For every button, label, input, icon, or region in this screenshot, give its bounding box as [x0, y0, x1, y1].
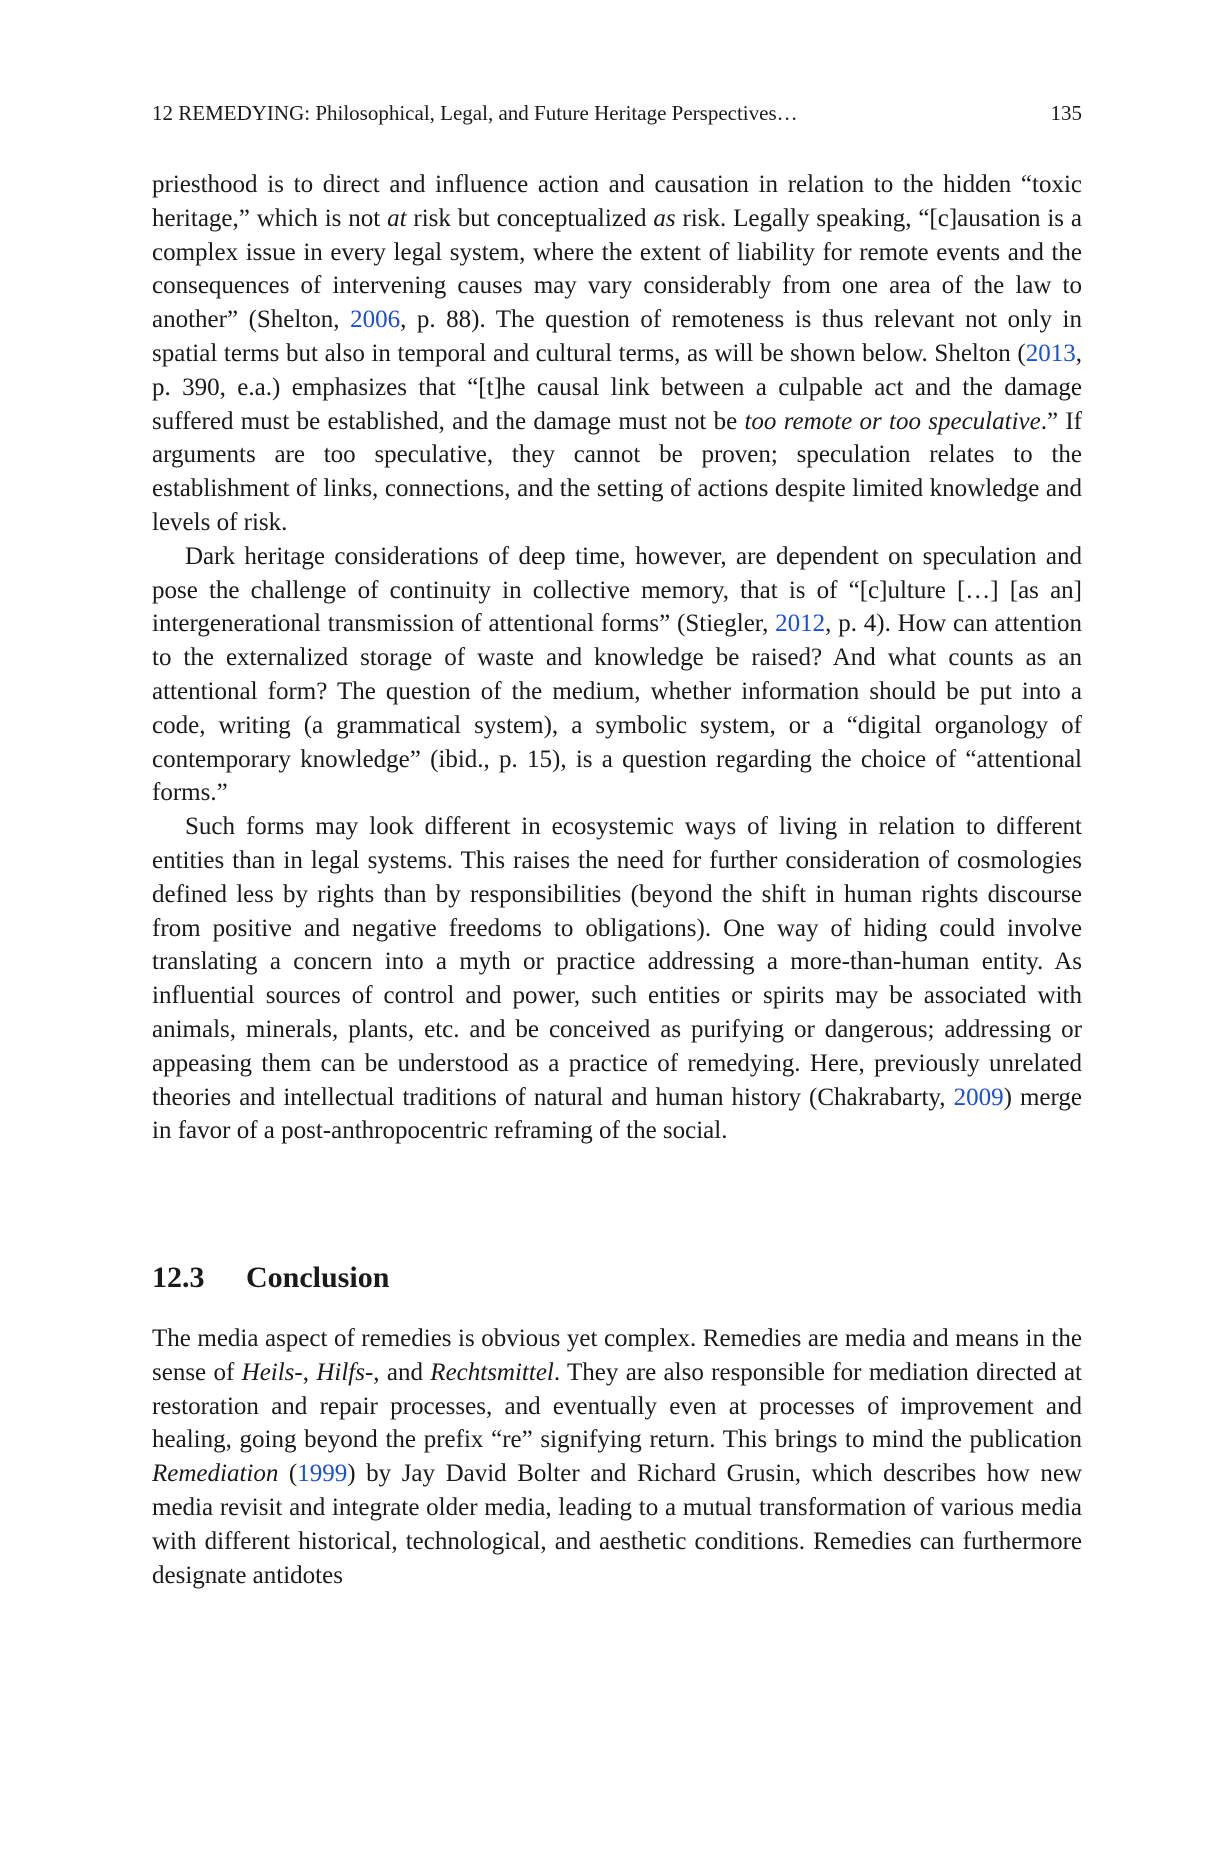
text-run: risk but conceptualized: [406, 204, 654, 232]
emphasis-text: Hilfs-: [316, 1358, 374, 1386]
text-run: priesthood is to direct and influence action and causation in relation to the hidden “toxic heritage,” which is not: [152, 171, 1082, 232]
paragraph-3: [152, 810, 1082, 1148]
emphasis-text: Rechtsmittel: [430, 1358, 554, 1386]
text-run: risk. Legally speaking, “[c]ausation is a complex issue in every legal system, where the extent of liability for remote events and the consequences of intervening causes may vary considerably from one area of the law to another” (Shelton,: [152, 204, 1082, 334]
text-run: Dark heritage considerations of deep time, however, are dependent on speculation and pose the challenge of continuity in collective memory, that is of “[c]ulture […] [as an] intergenerational transmission of attentional forms” (Stiegler,: [152, 542, 1082, 638]
emphasis-text: at: [387, 204, 407, 232]
text-run: .” If arguments are too speculative, they cannot be proven; speculation relates to the establishment of links, connections, and the setting of actions despite limited knowledge and levels of risk.: [152, 407, 1083, 536]
emphasis-text: as: [653, 204, 676, 232]
paragraph-1: [152, 168, 1082, 540]
paragraph-2: [152, 540, 1082, 810]
running-head-title: 12 REMEDYING: Philosophical, Legal, and Future Heritage Perspectives…: [152, 101, 798, 125]
text-run: , p. 390, e.a.) emphasizes that “[t]he causal link between a culpable act and the damage suffered must be established, and the damage must not be: [152, 339, 1082, 435]
page-number: 135: [1050, 101, 1082, 125]
text-run: Such forms may look different in ecosystemic ways of living in relation to different entities than in legal systems. This raises the need for further consideration of cosmologies defined less by rights than by responsibilities (beyond the shift in human rights discourse from positive and negative freedoms to obligations). One way of hiding could involve translating a concern into a myth or practice addressing a more-than-human entity. As influential sources of control and power, such entities or spirits may be associated with animals, minerals, plants, etc. and be conceived as purifying or dangerous; addressing or appeasing them can be understood as a practice of remedying. Here, previously unrelated theories and intellectual traditions of natural and human history (Chakrabarty,: [152, 813, 1082, 1111]
citation-link-shelton-2013[interactable]: 2013: [1025, 339, 1076, 367]
text-run: , and: [373, 1358, 431, 1386]
running-head: [152, 98, 1082, 128]
body-text-upper: [152, 168, 1082, 1148]
citation-link-bolter-1999[interactable]: 1999: [297, 1460, 348, 1488]
citation-link-shelton-2006[interactable]: 2006: [350, 306, 401, 334]
text-run: . They are also responsible for mediation directed at restoration and repair processes, and eventually even at processes of improvement and healing, going beyond the prefix “re” signifying return. This brings to mind the publication: [152, 1358, 1082, 1454]
emphasis-text: Heils-: [241, 1358, 303, 1386]
emphasis-text: too remote or too speculative: [744, 407, 1041, 435]
text-run: ) merge in favor of a post-anthropocentric reframing of the social.: [152, 1083, 1083, 1145]
text-run: , p. 4). How can attention to the externalized storage of waste and knowledge be raised? And what counts as an attentional form? The question of the medium, whether information should be put into a code, writing (a grammatical system), a symbolic system, or a “digital organology of contemporary knowledge” (ibid., p. 15), is a question regarding the choice of “attentional forms.”: [152, 610, 1082, 807]
emphasis-text: Remediation: [152, 1460, 279, 1488]
citation-link-stiegler-2012[interactable]: 2012: [775, 610, 826, 638]
section-title: Conclusion: [246, 1261, 390, 1294]
text-run: ) by Jay David Bolter and Richard Grusin, which describes how new media revisit and integrate older media, leading to a mutual transformation of various media with different historical, technological, and aesthetic conditions. Remedies can furthermore designate antidotes: [152, 1460, 1083, 1589]
text-run: , p. 88). The question of remoteness is thus relevant not only in spatial terms but also in temporal and cultural terms, as will be shown below. Shelton (: [152, 306, 1082, 367]
body-text-conclusion: [152, 1322, 1082, 1592]
text-run: (: [278, 1460, 298, 1488]
section-heading: [152, 1258, 389, 1298]
paragraph-conclusion: [152, 1322, 1082, 1592]
text-run: The media aspect of remedies is obvious yet complex. Remedies are media and means in the sense of: [152, 1325, 1082, 1386]
text-run: ,: [302, 1358, 317, 1386]
section-number: 12.3: [152, 1261, 205, 1294]
citation-link-chakrabarty-2009[interactable]: 2009: [953, 1083, 1004, 1111]
